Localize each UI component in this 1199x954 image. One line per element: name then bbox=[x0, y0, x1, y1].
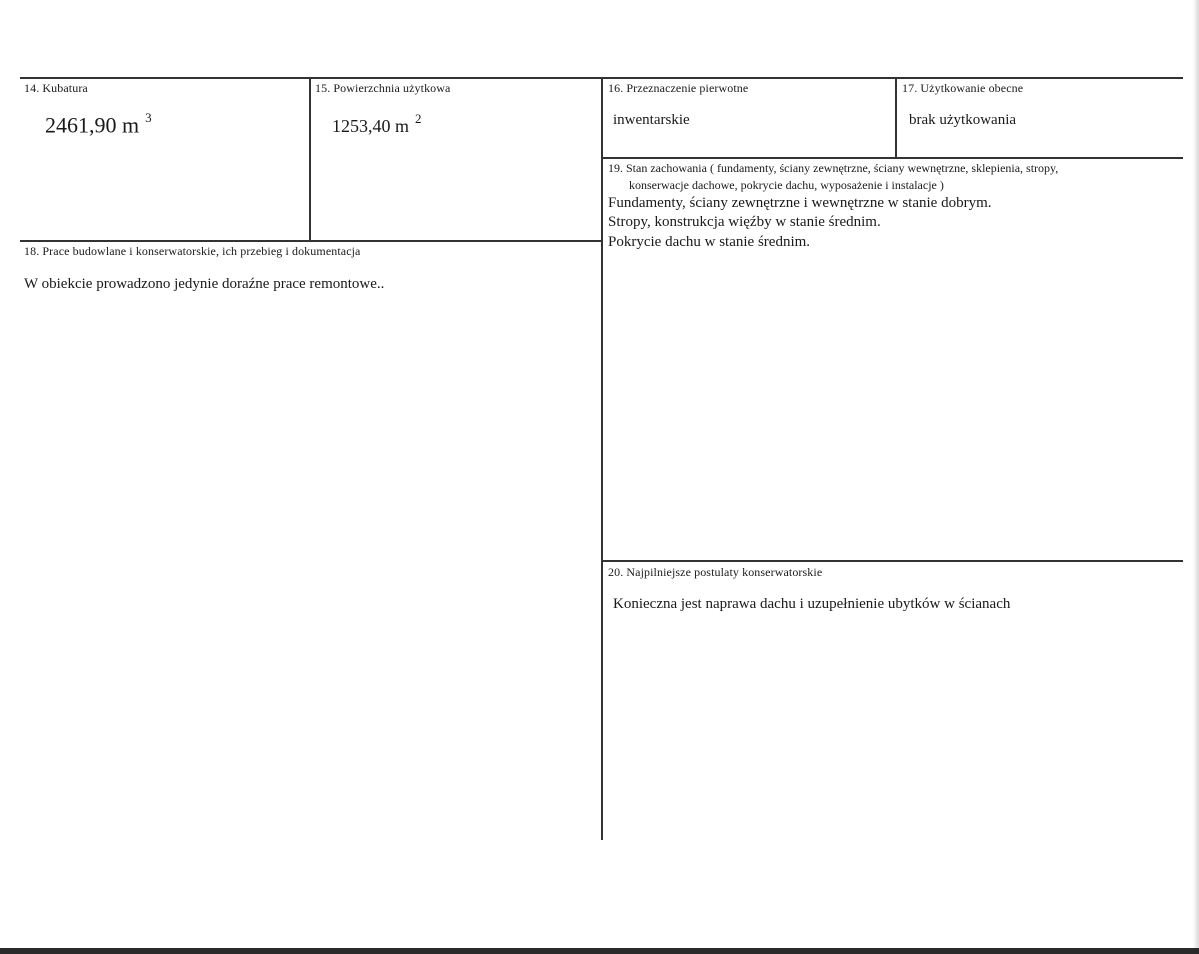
cell-18-label: 18. Prace budowlane i konserwatorskie, ich przebieg i dokumentacja bbox=[24, 244, 361, 258]
cell-15-label: 15. Powierzchnia użytkowa bbox=[315, 81, 451, 95]
divider-left-right bbox=[601, 78, 603, 840]
border-above-20 bbox=[602, 560, 1183, 562]
cell-19-line-3: Pokrycie dachu w stanie średnim. bbox=[608, 234, 811, 250]
cell-15-value bbox=[332, 113, 422, 137]
cell-20-value: Konieczna jest naprawa dachu i uzupełnienie ubytków w ścianach bbox=[613, 596, 1011, 612]
cell-14-label: 14. Kubatura bbox=[24, 81, 88, 95]
cell-19-label-line1: 19. Stan zachowania ( fundamenty, ściany zewnętrzne, ściany wewnętrzne, sklepienia, stropy, bbox=[608, 161, 1059, 175]
cell-20-label: 20. Najpilniejsze postulaty konserwatorskie bbox=[608, 565, 823, 579]
kubatura-exponent: 3 bbox=[145, 110, 152, 125]
cell-19-label-line2: konserwacje dachowe, pokrycie dachu, wyposażenie i instalacje ) bbox=[629, 178, 944, 192]
scan-right-edge bbox=[1193, 0, 1199, 954]
border-above-18 bbox=[20, 240, 602, 242]
scan-bottom-edge bbox=[0, 948, 1199, 954]
divider-16-17 bbox=[895, 78, 897, 158]
kubatura-value: 2461,90 m bbox=[45, 112, 140, 138]
cell-17-label: 17. Użytkowanie obecne bbox=[902, 81, 1024, 95]
border-above-19 bbox=[602, 157, 1183, 159]
cell-19-line-1: Fundamenty, ściany zewnętrzne i wewnętrzne w stanie dobrym. bbox=[608, 195, 992, 211]
divider-14-15 bbox=[309, 78, 311, 241]
cell-16-value: inwentarskie bbox=[613, 112, 690, 128]
cell-19-line-2: Stropy, konstrukcja więźby w stanie średnim. bbox=[608, 214, 881, 230]
cell-18-value: W obiekcie prowadzono jedynie doraźne prace remontowe.. bbox=[24, 276, 385, 292]
powierzchnia-exponent: 2 bbox=[415, 111, 422, 126]
cell-17-value: brak użytkowania bbox=[909, 112, 1017, 128]
cell-14-value bbox=[45, 112, 152, 138]
powierzchnia-value: 1253,40 m bbox=[332, 116, 410, 136]
cell-16-label: 16. Przeznaczenie pierwotne bbox=[608, 81, 749, 95]
